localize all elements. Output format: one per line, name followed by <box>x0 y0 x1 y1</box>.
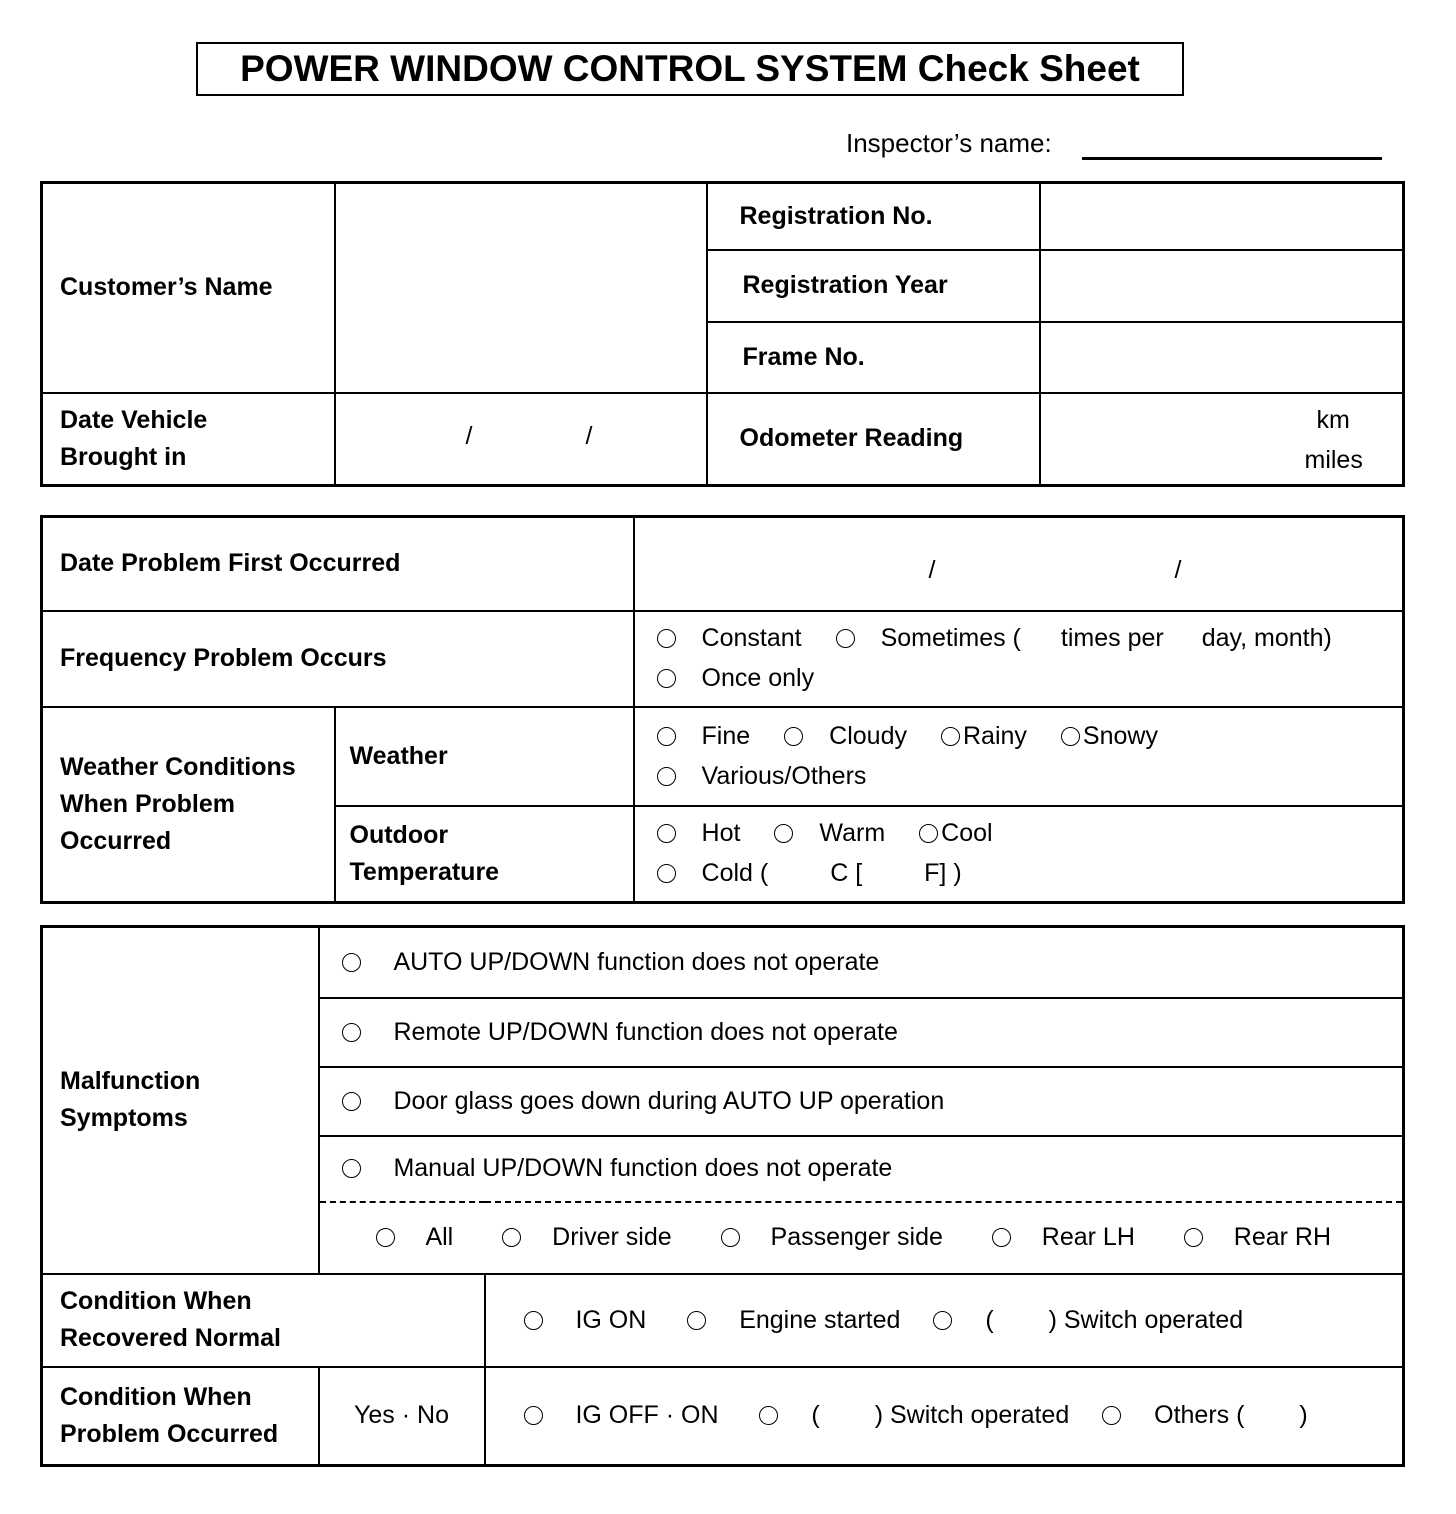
radio-hot[interactable] <box>657 824 676 843</box>
date-brought-label <box>42 393 335 486</box>
radio-symptom-manual[interactable] <box>342 1159 361 1178</box>
unit-km: km <box>1316 405 1350 434</box>
odometer-field[interactable] <box>1040 393 1404 486</box>
option-cold: Cold ( <box>701 859 769 888</box>
option-rainy: Rainy <box>962 721 1027 750</box>
option-paren-open: ( <box>985 1305 994 1334</box>
option-paren-open: ( <box>811 1401 820 1430</box>
yes-no-field[interactable]: Yes · No <box>319 1367 485 1466</box>
option-ig-on: IG ON <box>575 1305 647 1334</box>
symptom-remote: Remote UP/DOWN function does not operate <box>393 1017 898 1046</box>
weather-conditions-line3: Occurred <box>60 826 172 855</box>
option-day-month: day, month) <box>1201 624 1332 652</box>
option-switch-operated: ) Switch operated <box>1048 1305 1244 1334</box>
option-various: Various/Others <box>701 761 867 790</box>
odometer-label: Odometer Reading <box>707 393 1040 486</box>
radio-symptom-auto[interactable] <box>342 953 361 972</box>
radio-others[interactable] <box>1102 1406 1121 1425</box>
problem-occurred-label <box>42 1367 319 1466</box>
side-rear-rh: Rear RH <box>1233 1223 1332 1251</box>
option-snowy: Snowy <box>1082 721 1158 750</box>
symptom-row <box>319 1136 1404 1202</box>
radio-side-driver[interactable] <box>502 1228 521 1247</box>
frame-no-field[interactable] <box>1040 322 1404 393</box>
option-ig-off-on: IG OFF · ON <box>575 1401 719 1430</box>
problem-options <box>485 1367 1404 1466</box>
radio-switch-operated[interactable] <box>759 1406 778 1425</box>
unit-miles: miles <box>1304 445 1363 474</box>
radio-ig-on[interactable] <box>524 1311 543 1330</box>
malfunction-symptoms-line1: Malfunction <box>60 1067 201 1096</box>
customer-name-label: Customer’s Name <box>42 183 335 393</box>
date-brought-label-line2: Brought in <box>60 442 187 471</box>
option-fine: Fine <box>701 721 751 750</box>
recovered-normal-line2: Recovered Normal <box>60 1324 281 1352</box>
side-rear-lh: Rear LH <box>1041 1223 1135 1251</box>
option-sometimes: Sometimes ( <box>880 624 1021 652</box>
page-title: POWER WINDOW CONTROL SYSTEM Check Sheet <box>196 42 1184 96</box>
symptoms-table <box>40 925 1405 1467</box>
option-hot: Hot <box>701 819 741 848</box>
side-options <box>319 1202 1404 1274</box>
date-brought-field[interactable] <box>335 393 707 486</box>
weather-conditions-line2: When Problem <box>60 789 236 818</box>
radio-warm[interactable] <box>774 824 793 843</box>
radio-side-rear-rh[interactable] <box>1184 1228 1203 1247</box>
inspector-name-field[interactable] <box>1082 157 1382 160</box>
occurrence-table <box>40 515 1405 904</box>
weather-conditions-line1: Weather Conditions <box>60 752 296 781</box>
radio-symptom-door-glass[interactable] <box>342 1092 361 1111</box>
option-switch-operated: ) Switch operated <box>874 1401 1070 1430</box>
registration-year-field[interactable] <box>1040 250 1404 322</box>
inspector-label: Inspector’s name: <box>846 128 1052 158</box>
recovered-options <box>485 1274 1404 1367</box>
date-separator: / <box>928 556 936 584</box>
problem-occurred-line1: Condition When <box>60 1382 252 1411</box>
option-warm: Warm <box>819 819 886 848</box>
symptom-manual: Manual UP/DOWN function does not operate <box>393 1154 893 1182</box>
radio-symptom-remote[interactable] <box>342 1023 361 1042</box>
malfunction-symptoms-label <box>42 927 319 1274</box>
option-once-only: Once only <box>701 664 815 692</box>
side-driver: Driver side <box>552 1223 672 1251</box>
option-cloudy: Cloudy <box>829 721 907 750</box>
radio-rainy[interactable] <box>941 727 960 746</box>
weather-options <box>634 707 1404 806</box>
outdoor-temperature-line1: Outdoor <box>349 820 449 849</box>
symptom-row <box>319 998 1404 1067</box>
radio-side-rear-lh[interactable] <box>992 1228 1011 1247</box>
option-times-per: times per <box>1060 624 1164 652</box>
problem-occurred-line2: Problem Occurred <box>60 1419 279 1448</box>
option-engine-started: Engine started <box>739 1305 901 1334</box>
option-others: Others ( <box>1154 1401 1245 1430</box>
temperature-options <box>634 806 1404 903</box>
date-brought-label-line1: Date Vehicle <box>60 405 208 434</box>
option-celsius: C [ <box>830 859 863 888</box>
radio-sometimes[interactable] <box>836 629 855 648</box>
date-first-occurred-label: Date Problem First Occurred <box>42 517 634 611</box>
date-separator: / <box>585 421 593 450</box>
symptom-door-glass: Door glass goes down during AUTO UP operation <box>393 1086 945 1115</box>
frequency-label: Frequency Problem Occurs <box>42 611 634 707</box>
date-separator: / <box>1174 556 1182 584</box>
frame-no-label: Frame No. <box>707 322 1040 393</box>
radio-constant[interactable] <box>657 629 676 648</box>
weather-label: Weather <box>335 707 634 806</box>
option-paren-close: ) <box>1299 1401 1308 1430</box>
radio-switch-operated[interactable] <box>933 1311 952 1330</box>
option-fahrenheit: F] ) <box>924 859 962 888</box>
symptom-auto: AUTO UP/DOWN function does not operate <box>393 947 880 976</box>
radio-side-all[interactable] <box>376 1228 395 1247</box>
radio-cool[interactable] <box>919 824 938 843</box>
customer-name-field[interactable] <box>335 183 707 393</box>
radio-snowy[interactable] <box>1061 727 1080 746</box>
radio-once-only[interactable] <box>657 669 676 688</box>
radio-cold[interactable] <box>657 864 676 883</box>
frequency-options <box>634 611 1404 707</box>
radio-engine-started[interactable] <box>687 1311 706 1330</box>
option-cool: Cool <box>941 819 993 848</box>
recovered-normal-line1: Condition When <box>60 1287 252 1315</box>
outdoor-temperature-line2: Temperature <box>349 857 500 886</box>
outdoor-temperature-label <box>335 806 634 903</box>
option-constant: Constant <box>701 624 802 652</box>
symptom-row <box>319 927 1404 998</box>
side-passenger: Passenger side <box>770 1223 943 1251</box>
radio-fine[interactable] <box>657 727 676 746</box>
registration-year-label: Registration Year <box>707 250 1040 322</box>
radio-side-passenger[interactable] <box>721 1228 740 1247</box>
date-separator: / <box>465 421 473 450</box>
date-first-occurred-field[interactable] <box>634 517 1404 611</box>
malfunction-symptoms-line2: Symptoms <box>60 1104 188 1133</box>
radio-cloudy[interactable] <box>784 727 803 746</box>
radio-ig-off-on[interactable] <box>524 1406 543 1425</box>
vehicle-info-table <box>40 181 1405 487</box>
symptom-row <box>319 1067 1404 1136</box>
weather-conditions-label <box>42 707 335 903</box>
side-all: All <box>425 1223 454 1251</box>
registration-no-label: Registration No. <box>707 183 1040 250</box>
recovered-normal-label <box>42 1274 485 1367</box>
registration-no-field[interactable] <box>1040 183 1404 250</box>
radio-various[interactable] <box>657 767 676 786</box>
